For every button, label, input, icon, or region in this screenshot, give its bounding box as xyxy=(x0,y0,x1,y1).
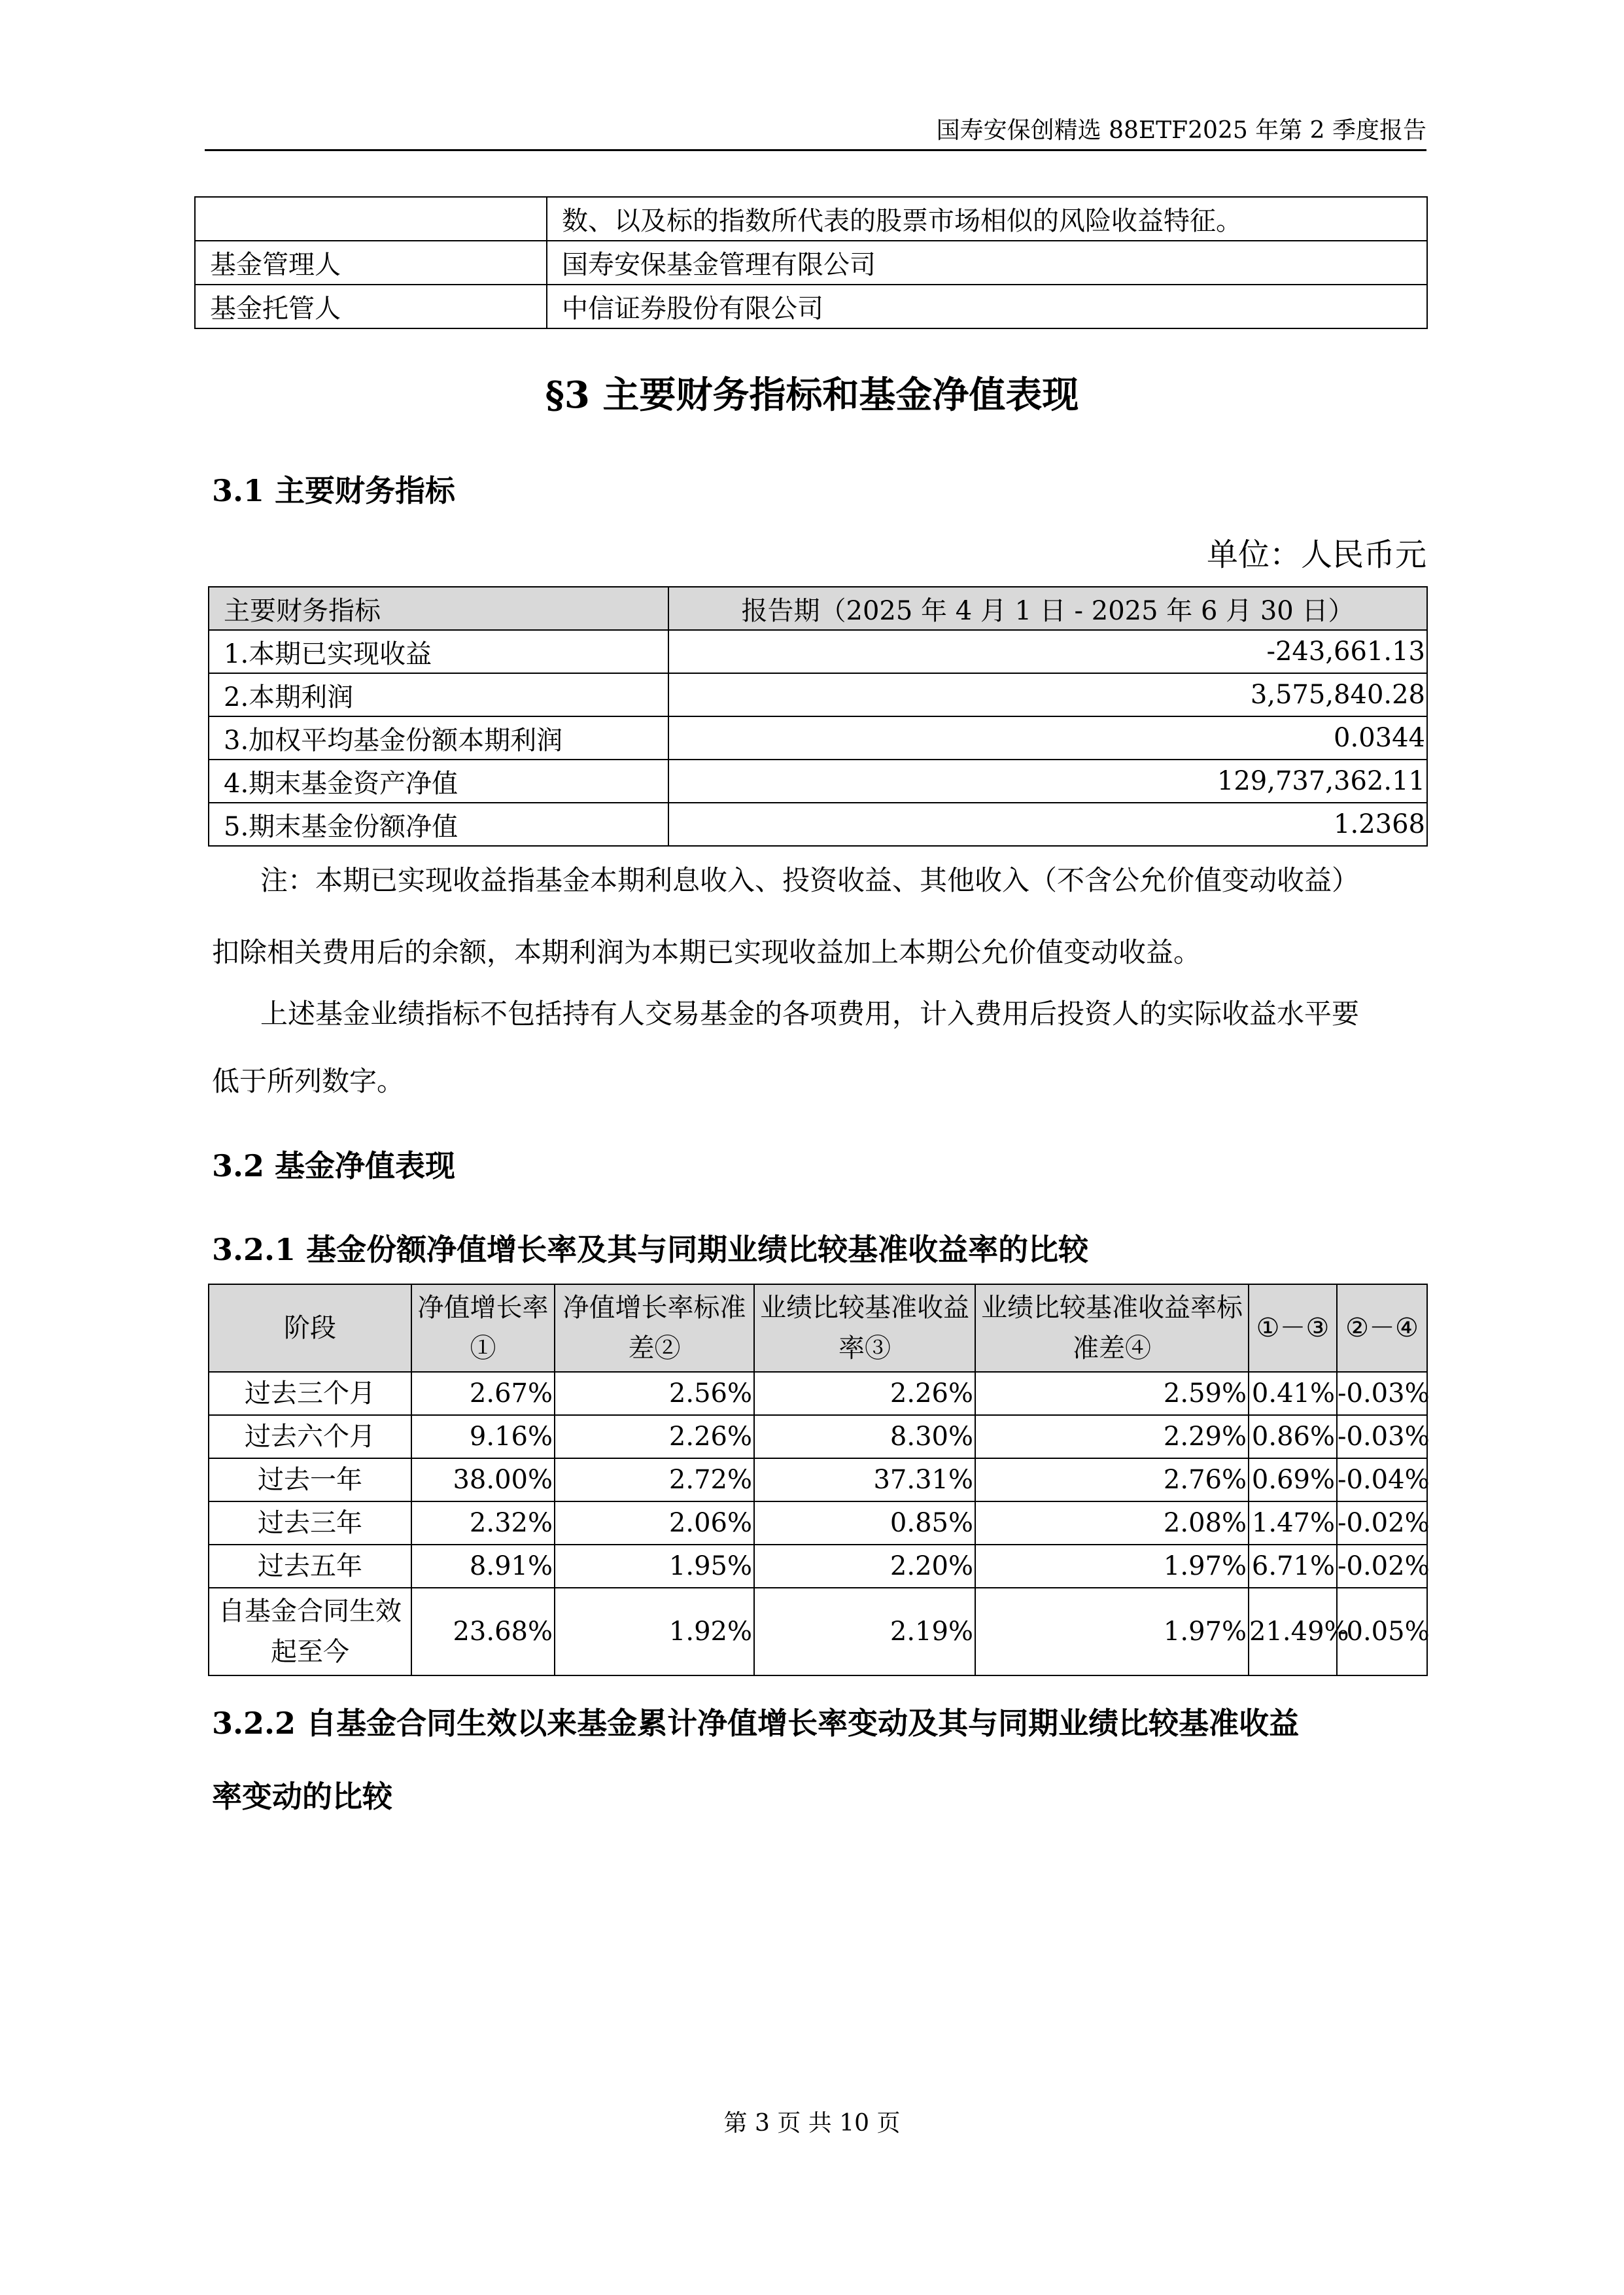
value-cell: -0.03% xyxy=(1337,1372,1427,1415)
fund-info-value: 中信证券股份有限公司 xyxy=(547,285,1427,328)
subsection-heading: 3.1 主要财务指标 xyxy=(212,473,456,508)
column-header: 报告期（2025 年 4 月 1 日 - 2025 年 6 月 30 日） xyxy=(668,587,1427,630)
report-header-title: 国寿安保创精选 88ETF2025 年第 2 季度报告 xyxy=(936,117,1426,144)
fund-info-label: 基金管理人 xyxy=(195,241,547,285)
note-paragraph: 扣除相关费用后的余额，本期利润为本期已实现收益加上本期公允价值变动收益。 xyxy=(212,936,1201,968)
value-cell: 6.71% xyxy=(1249,1545,1337,1588)
period-cell: 过去五年 xyxy=(209,1545,411,1588)
indicator-value: 3,575,840.28 xyxy=(668,673,1427,716)
value-cell: 0.41% xyxy=(1249,1372,1337,1415)
value-cell: -0.02% xyxy=(1337,1501,1427,1545)
fund-info-label xyxy=(195,197,547,241)
value-cell: 2.19% xyxy=(754,1588,975,1675)
performance-comparison-table xyxy=(208,1284,1428,1676)
value-cell: 2.59% xyxy=(975,1372,1249,1415)
value-cell: 2.32% xyxy=(411,1501,555,1545)
value-cell: -0.03% xyxy=(1337,1415,1427,1458)
value-cell: 23.68% xyxy=(411,1588,555,1675)
value-cell: 2.29% xyxy=(975,1415,1249,1458)
indicator-value: 129,737,362.11 xyxy=(668,760,1427,803)
table-row xyxy=(209,673,1427,716)
value-cell: 0.86% xyxy=(1249,1415,1337,1458)
value-cell: 2.26% xyxy=(754,1372,975,1415)
subsection-heading: 率变动的比较 xyxy=(212,1779,392,1814)
column-header: 净值增长率标准差② xyxy=(555,1284,754,1372)
value-cell: 9.16% xyxy=(411,1415,555,1458)
table-row xyxy=(209,1545,1427,1588)
value-cell: 1.47% xyxy=(1249,1501,1337,1545)
indicator-value: 0.0344 xyxy=(668,716,1427,760)
financial-indicators-table xyxy=(208,586,1428,847)
column-header: 业绩比较基准收益率③ xyxy=(754,1284,975,1372)
value-cell: 1.97% xyxy=(975,1545,1249,1588)
indicator-label: 4.期末基金资产净值 xyxy=(209,760,668,803)
fund-info-value: 数、以及标的指数所代表的股票市场相似的风险收益特征。 xyxy=(547,197,1427,241)
table-row xyxy=(209,716,1427,760)
table-row xyxy=(195,241,1427,285)
fund-info-value: 国寿安保基金管理有限公司 xyxy=(547,241,1427,285)
column-header: 主要财务指标 xyxy=(209,587,668,630)
indicator-value: -243,661.13 xyxy=(668,630,1427,673)
column-header: 净值增长率① xyxy=(411,1284,555,1372)
table-row xyxy=(209,803,1427,846)
table-row xyxy=(209,1588,1427,1675)
subsection-heading: 3.2 基金净值表现 xyxy=(212,1148,456,1183)
column-header: 阶段 xyxy=(209,1284,411,1372)
column-header: ②－④ xyxy=(1337,1284,1427,1372)
subsection-heading: 3.2.2 自基金合同生效以来基金累计净值增长率变动及其与同期业绩比较基准收益 xyxy=(212,1706,1300,1741)
table-header-row xyxy=(209,1284,1427,1372)
period-cell: 自基金合同生效起至今 xyxy=(209,1588,411,1675)
value-cell: 8.91% xyxy=(411,1545,555,1588)
table-row xyxy=(209,1501,1427,1545)
period-cell: 过去三年 xyxy=(209,1501,411,1545)
table-row xyxy=(209,630,1427,673)
value-cell: 2.26% xyxy=(555,1415,754,1458)
indicator-label: 2.本期利润 xyxy=(209,673,668,716)
value-cell: 38.00% xyxy=(411,1458,555,1501)
subsection-heading: 3.2.1 基金份额净值增长率及其与同期业绩比较基准收益率的比较 xyxy=(212,1232,1089,1267)
table-row xyxy=(209,1372,1427,1415)
header-divider xyxy=(205,149,1426,151)
value-cell: 1.97% xyxy=(975,1588,1249,1675)
value-cell: 37.31% xyxy=(754,1458,975,1501)
table-row xyxy=(195,197,1427,241)
value-cell: 2.08% xyxy=(975,1501,1249,1545)
value-cell: 1.92% xyxy=(555,1588,754,1675)
value-cell: 8.30% xyxy=(754,1415,975,1458)
page-number: 第 3 页 共 10 页 xyxy=(723,2110,901,2137)
column-header: 业绩比较基准收益率标准差④ xyxy=(975,1284,1249,1372)
value-cell: 2.56% xyxy=(555,1372,754,1415)
note-paragraph: 低于所列数字。 xyxy=(212,1065,405,1097)
value-cell: 2.72% xyxy=(555,1458,754,1501)
fund-info-label: 基金托管人 xyxy=(195,285,547,328)
note-paragraph: 注：本期已实现收益指基金本期利息收入、投资收益、其他收入（不含公允价值变动收益） xyxy=(260,864,1360,896)
value-cell: 2.06% xyxy=(555,1501,754,1545)
value-cell: 2.20% xyxy=(754,1545,975,1588)
value-cell: -0.02% xyxy=(1337,1545,1427,1588)
fund-info-table xyxy=(194,196,1428,329)
table-row xyxy=(209,1458,1427,1501)
indicator-label: 5.期末基金份额净值 xyxy=(209,803,668,846)
table-header-row xyxy=(209,587,1427,630)
table-row xyxy=(195,285,1427,328)
period-cell: 过去一年 xyxy=(209,1458,411,1501)
value-cell: 2.76% xyxy=(975,1458,1249,1501)
table-row xyxy=(209,1415,1427,1458)
value-cell: 21.49% xyxy=(1249,1588,1337,1675)
value-cell: -0.04% xyxy=(1337,1458,1427,1501)
period-cell: 过去六个月 xyxy=(209,1415,411,1458)
table-row xyxy=(209,760,1427,803)
value-cell: 0.85% xyxy=(754,1501,975,1545)
value-cell: 2.67% xyxy=(411,1372,555,1415)
indicator-label: 1.本期已实现收益 xyxy=(209,630,668,673)
value-cell: 0.69% xyxy=(1249,1458,1337,1501)
unit-label: 单位：人民币元 xyxy=(1206,536,1426,573)
column-header: ①－③ xyxy=(1249,1284,1337,1372)
value-cell: -0.05% xyxy=(1337,1588,1427,1675)
period-cell: 过去三个月 xyxy=(209,1372,411,1415)
value-cell: 1.95% xyxy=(555,1545,754,1588)
indicator-label: 3.加权平均基金份额本期利润 xyxy=(209,716,668,760)
section-title: §3 主要财务指标和基金净值表现 xyxy=(545,374,1079,417)
note-paragraph: 上述基金业绩指标不包括持有人交易基金的各项费用，计入费用后投资人的实际收益水平要 xyxy=(260,998,1360,1030)
indicator-value: 1.2368 xyxy=(668,803,1427,846)
